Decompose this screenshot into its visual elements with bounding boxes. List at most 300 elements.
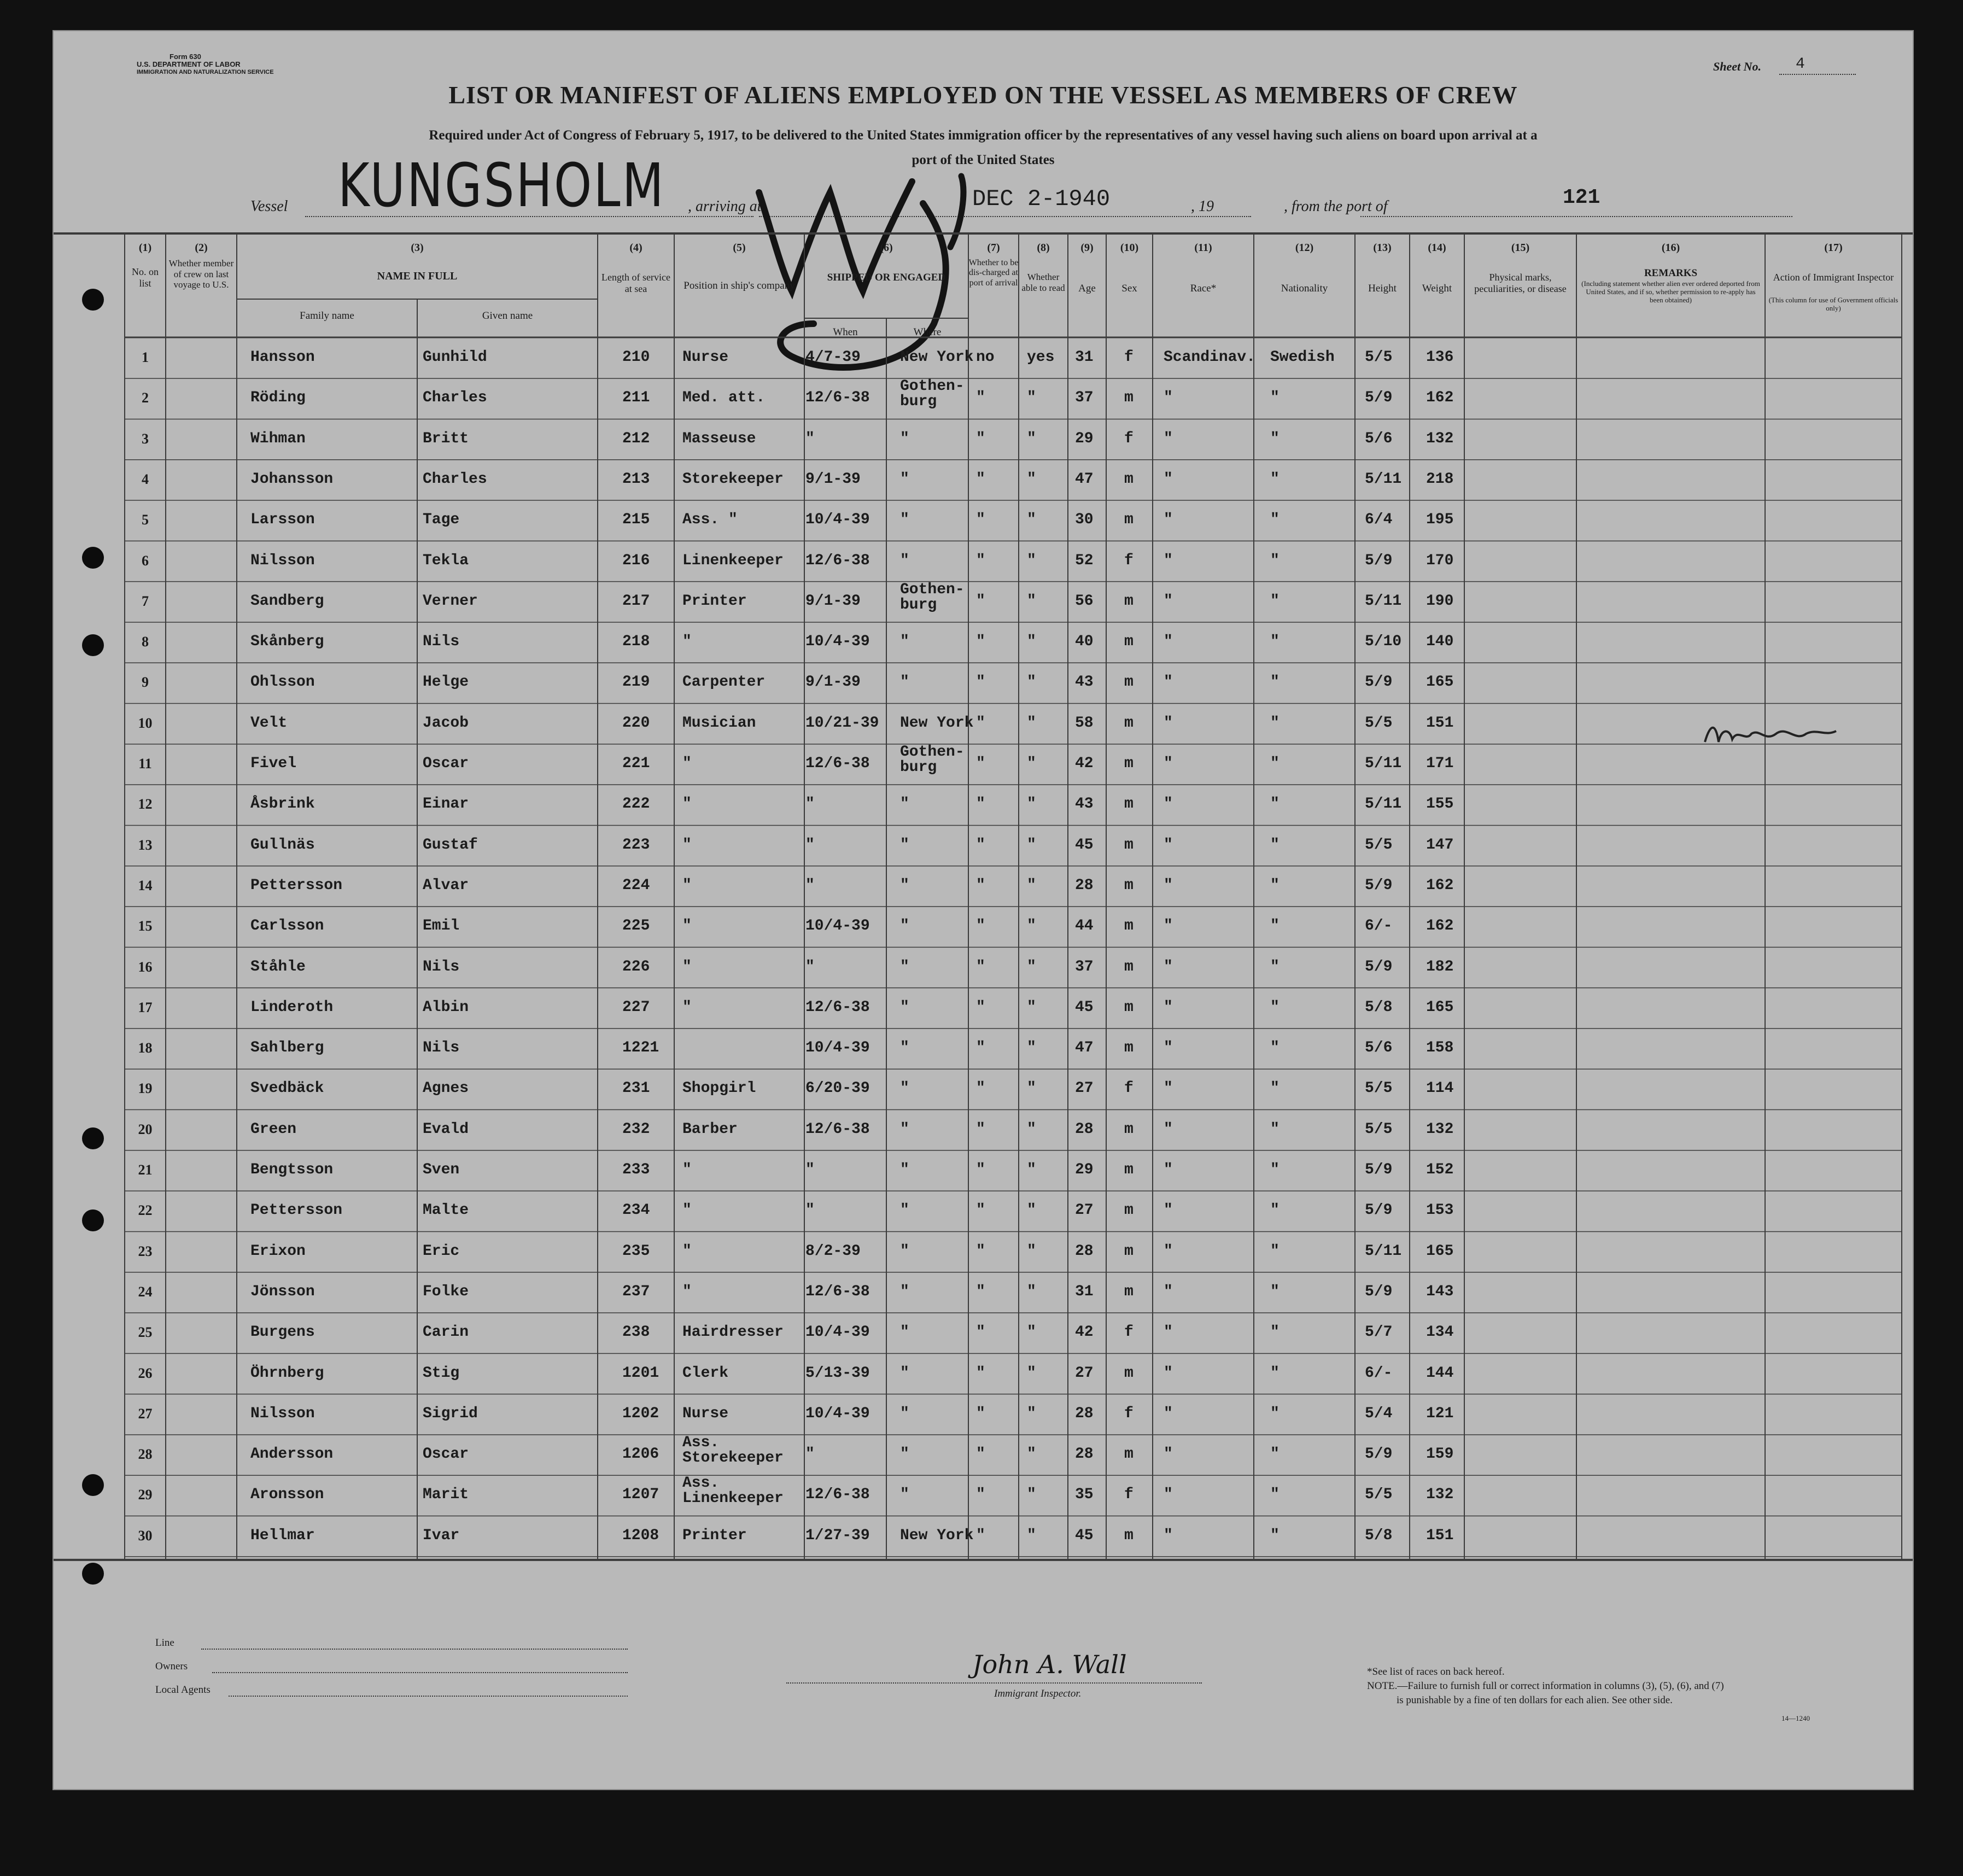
cell-height: 5/9 [1365, 389, 1393, 407]
cell-family: Velt [250, 714, 288, 732]
manifest-sheet [52, 30, 1914, 1790]
sheet-label: Sheet No. [1713, 60, 1761, 73]
cell-read: " [1027, 1364, 1036, 1382]
cell-family: Bengtsson [250, 1161, 334, 1178]
cell-read: " [1027, 633, 1036, 651]
cell-nationality: " [1270, 1120, 1280, 1138]
cell-height: 6/- [1365, 917, 1393, 935]
column-number: (4) [629, 242, 642, 254]
cell-where: " [900, 1324, 909, 1341]
cell-read: " [1027, 1080, 1036, 1097]
cell-sex: f [1124, 1486, 1134, 1504]
cell-discharged: " [976, 430, 985, 447]
cell-age: 47 [1075, 1039, 1094, 1057]
cell-read: " [1027, 389, 1036, 407]
cell-service: 221 [622, 755, 650, 772]
cell-discharged: " [976, 876, 985, 894]
cell-height: 5/10 [1365, 633, 1402, 651]
column-number: (10) [1120, 242, 1139, 254]
cell-discharged: " [976, 1242, 985, 1260]
cell-nationality: " [1270, 1080, 1280, 1097]
cell-given: Agnes [423, 1080, 469, 1097]
cell-sex: f [1124, 552, 1134, 569]
arriving-label: , arriving at [688, 198, 762, 215]
cell-sex: f [1124, 430, 1134, 447]
cell-given: Gunhild [423, 349, 487, 366]
cell-height: 5/6 [1365, 430, 1393, 447]
port-label: , from the port of [1284, 198, 1388, 215]
column-number: (2) [195, 242, 208, 254]
row-number: 6 [142, 552, 149, 569]
cell-where: " [900, 1283, 909, 1300]
punch-hole [82, 289, 104, 311]
cell-sex: m [1124, 1283, 1134, 1300]
cell-where: " [900, 1202, 909, 1219]
row-number: 18 [138, 1040, 153, 1056]
cell-discharged: " [976, 1446, 985, 1463]
cell-given: Verner [423, 592, 478, 610]
cell-position: Hairdresser [682, 1324, 784, 1341]
cell-given: Sven [423, 1161, 460, 1178]
penalty-note-1: NOTE.—Failure to furnish full or correct information in columns (3), (5), (6), and (7) [1367, 1680, 1724, 1692]
cell-age: 40 [1075, 633, 1094, 651]
cell-position: Barber [682, 1120, 738, 1138]
cell-nationality: " [1270, 389, 1280, 407]
cell-given: Nils [423, 958, 460, 975]
cell-race: " [1164, 714, 1173, 732]
cell-age: 27 [1075, 1364, 1094, 1382]
cell-height: 5/11 [1365, 796, 1402, 813]
cell-given: Marit [423, 1486, 469, 1504]
cell-given: Einar [423, 796, 469, 813]
cell-age: 28 [1075, 1242, 1094, 1260]
cell-service: 213 [622, 470, 650, 488]
cell-when: " [805, 1202, 815, 1219]
row-number: 2 [142, 390, 149, 406]
cell-where: " [900, 552, 909, 569]
department: U.S. DEPARTMENT OF LABOR [137, 60, 241, 69]
cell-position: Masseuse [682, 430, 756, 447]
cell-read: " [1027, 511, 1036, 529]
cell-given: Evald [423, 1120, 469, 1138]
cell-discharged: " [976, 1527, 985, 1544]
cell-when: 5/13-39 [805, 1364, 870, 1382]
cell-where: " [900, 674, 909, 691]
cell-discharged: " [976, 836, 985, 854]
cell-discharged: " [976, 755, 985, 772]
cell-race: " [1164, 511, 1173, 529]
row-number: 1 [142, 349, 149, 365]
cell-weight: 195 [1426, 511, 1454, 529]
cell-position: Storekeeper [682, 470, 784, 488]
cell-family: Åsbrink [250, 796, 315, 813]
cell-family: Aronsson [250, 1486, 324, 1504]
cell-family: Erixon [250, 1242, 306, 1260]
cell-family: Öhrnberg [250, 1364, 324, 1382]
cell-age: 28 [1075, 1405, 1094, 1422]
cell-discharged: " [976, 552, 985, 569]
cell-family: Röding [250, 389, 306, 407]
row-number: 30 [138, 1527, 153, 1544]
cell-when: 9/1-39 [805, 592, 861, 610]
cell-race: " [1164, 592, 1173, 610]
cell-race: " [1164, 389, 1173, 407]
cell-read: " [1027, 1283, 1036, 1300]
cell-when: " [805, 876, 815, 894]
cell-weight: 152 [1426, 1161, 1454, 1178]
cell-age: 35 [1075, 1486, 1094, 1504]
cell-given: Sigrid [423, 1405, 478, 1422]
cell-nationality: " [1270, 958, 1280, 975]
cell-where: " [900, 1364, 909, 1382]
cell-sex: m [1124, 714, 1134, 732]
arrival-date: DEC 2-1940 [972, 186, 1111, 212]
cell-when: 10/4-39 [805, 1324, 870, 1341]
owners-label: Owners [155, 1661, 188, 1672]
column-number: (17) [1824, 242, 1843, 254]
cell-height: 5/9 [1365, 1283, 1393, 1300]
cell-where: " [900, 1039, 909, 1057]
cell-when: 12/6-38 [805, 1486, 870, 1504]
row-number: 14 [138, 877, 153, 893]
cell-sex: m [1124, 958, 1134, 975]
cell-weight: 140 [1426, 633, 1454, 651]
row-number: 8 [142, 634, 149, 650]
agents-label: Local Agents [155, 1684, 211, 1696]
cell-family: Hellmar [250, 1527, 315, 1544]
cell-discharged: " [976, 1202, 985, 1219]
cell-family: Jönsson [250, 1283, 315, 1300]
punch-hole [82, 1563, 104, 1585]
cell-position: Printer [682, 592, 747, 610]
cell-service: 1202 [622, 1405, 659, 1422]
cell-when: " [805, 958, 815, 975]
row-number: 3 [142, 430, 149, 447]
cell-where: " [900, 1161, 909, 1178]
row-number: 24 [138, 1283, 153, 1300]
cell-nationality: " [1270, 1242, 1280, 1260]
header-position: Position in ship's company [683, 280, 795, 291]
cell-height: 5/9 [1365, 1446, 1393, 1463]
cell-nationality: Swedish [1270, 349, 1335, 366]
cell-sex: m [1124, 998, 1134, 1016]
cell-read: " [1027, 1161, 1036, 1178]
cell-race: " [1164, 917, 1173, 935]
cell-age: 37 [1075, 389, 1094, 407]
cell-position: Ass. Storekeeper [682, 1434, 784, 1467]
column-number: (8) [1037, 242, 1050, 254]
cell-when: 10/4-39 [805, 1039, 870, 1057]
header-inspector-note: (This column for use of Government officials only) [1768, 296, 1898, 312]
cell-race: " [1164, 1364, 1173, 1382]
row-number: 28 [138, 1446, 153, 1463]
cell-nationality: " [1270, 1324, 1280, 1341]
cell-read: " [1027, 836, 1036, 854]
cell-nationality: " [1270, 430, 1280, 447]
header-name-in-full: NAME IN FULL [377, 270, 458, 282]
cell-discharged: " [976, 470, 985, 488]
cell-given: Nils [423, 1039, 460, 1057]
cell-given: Stig [423, 1364, 460, 1382]
cell-height: 5/9 [1365, 958, 1393, 975]
cell-position: " [682, 917, 692, 935]
cell-position: Ass. Linenkeeper [682, 1475, 784, 1507]
cell-position: " [682, 836, 692, 854]
cell-position: " [682, 755, 692, 772]
column-number: (12) [1295, 242, 1314, 254]
cell-given: Gustaf [423, 836, 478, 854]
agents-field [229, 1696, 628, 1697]
cell-height: 5/11 [1365, 470, 1402, 488]
subtitle-line-1: Required under Act of Congress of February 5, 1917, to be delivered to the United States immigration officer by the representatives of any vessel having such aliens on board upon arrival at a [429, 128, 1538, 143]
cell-service: 224 [622, 876, 650, 894]
cell-where: New York [900, 1527, 974, 1544]
cell-service: 1221 [622, 1039, 659, 1057]
cell-height: 5/6 [1365, 1039, 1393, 1057]
header-family-name: Family name [300, 310, 354, 322]
column-number: (16) [1661, 242, 1680, 254]
cell-discharged: " [976, 511, 985, 529]
cell-race: Scandinav. [1164, 349, 1256, 366]
cell-weight: 132 [1426, 430, 1454, 447]
row-number: 11 [138, 756, 152, 772]
cell-read: " [1027, 714, 1036, 732]
cell-nationality: " [1270, 714, 1280, 732]
cell-position: " [682, 1202, 692, 1219]
cell-race: " [1164, 1161, 1173, 1178]
cell-weight: 162 [1426, 876, 1454, 894]
cell-when: 10/4-39 [805, 633, 870, 651]
cell-race: " [1164, 1080, 1173, 1097]
header-able-to-read: Whether able to read [1021, 272, 1065, 293]
cell-discharged: " [976, 714, 985, 732]
cell-where: " [900, 1080, 909, 1097]
cell-service: 233 [622, 1161, 650, 1178]
cell-read: " [1027, 552, 1036, 569]
cell-family: Green [250, 1120, 297, 1138]
cell-age: 29 [1075, 430, 1094, 447]
cell-sex: m [1124, 1039, 1134, 1057]
row-number: 23 [138, 1243, 153, 1259]
cell-sex: f [1124, 1324, 1134, 1341]
row-number: 10 [138, 715, 153, 731]
cell-where: " [900, 1242, 909, 1260]
cell-weight: 165 [1426, 674, 1454, 691]
cell-when: " [805, 430, 815, 447]
cell-height: 5/9 [1365, 876, 1393, 894]
cell-weight: 144 [1426, 1364, 1454, 1382]
cell-where: Gothen- burg [900, 378, 965, 411]
cell-nationality: " [1270, 1486, 1280, 1504]
column-number: (11) [1194, 242, 1212, 254]
cell-race: " [1164, 1120, 1173, 1138]
cell-given: Emil [423, 917, 460, 935]
cell-race: " [1164, 1405, 1173, 1422]
print-code: 14—1240 [1781, 1714, 1810, 1722]
cell-family: Nilsson [250, 552, 315, 569]
cell-service: 1206 [622, 1446, 659, 1463]
cell-service: 217 [622, 592, 650, 610]
cell-sex: m [1124, 755, 1134, 772]
cell-sex: m [1124, 633, 1134, 651]
cell-service: 1208 [622, 1527, 659, 1544]
cell-position: " [682, 1283, 692, 1300]
cell-sex: m [1124, 917, 1134, 935]
cell-given: Oscar [423, 1446, 469, 1463]
cell-discharged: " [976, 592, 985, 610]
header-remarks-note: (Including statement whether alien ever ordered deported from United States, and if so, whether permission to re-apply has been obtained) [1581, 279, 1760, 304]
cell-read: " [1027, 796, 1036, 813]
cell-read: " [1027, 876, 1036, 894]
cell-age: 43 [1075, 796, 1094, 813]
cell-read: " [1027, 958, 1036, 975]
vessel-name: KUNGSHOLM [338, 150, 665, 220]
cell-service: 231 [622, 1080, 650, 1097]
cell-family: Ohlsson [250, 674, 315, 691]
cell-read: " [1027, 917, 1036, 935]
signature-line [786, 1682, 1202, 1684]
cell-when: 10/4-39 [805, 1405, 870, 1422]
cell-read: " [1027, 755, 1036, 772]
header-shipped-engaged: SHIPPED OR ENGAGED [827, 272, 946, 283]
cell-where: " [900, 836, 909, 854]
cell-family: Gullnäs [250, 836, 315, 854]
cell-sex: m [1124, 1446, 1134, 1463]
cell-where: " [900, 998, 909, 1016]
row-number: 26 [138, 1365, 153, 1381]
cell-discharged: " [976, 1039, 985, 1057]
cell-read: " [1027, 1202, 1036, 1219]
cell-age: 31 [1075, 349, 1094, 366]
cell-nationality: " [1270, 511, 1280, 529]
cell-where: New York [900, 349, 974, 366]
header-physical-marks: Physical marks, peculiarities, or disease [1474, 272, 1567, 294]
cell-when: 9/1-39 [805, 674, 861, 691]
cell-position: Ass. " [682, 511, 738, 529]
cell-when: 4/7-39 [805, 349, 861, 366]
cell-read: " [1027, 674, 1036, 691]
cell-read: " [1027, 1324, 1036, 1341]
cell-nationality: " [1270, 552, 1280, 569]
cell-sex: f [1124, 1405, 1134, 1422]
cell-weight: 171 [1426, 755, 1454, 772]
cell-sex: m [1124, 1527, 1134, 1544]
cell-given: Britt [423, 430, 469, 447]
column-number: (6) [880, 242, 893, 254]
cell-sex: m [1124, 876, 1134, 894]
cell-height: 6/4 [1365, 511, 1393, 529]
cell-when: 12/6-38 [805, 1120, 870, 1138]
cell-when: 1/27-39 [805, 1527, 870, 1544]
cell-where: " [900, 633, 909, 651]
cell-sex: m [1124, 836, 1134, 854]
cell-service: 219 [622, 674, 650, 691]
cell-family: Pettersson [250, 1202, 343, 1219]
cell-given: Oscar [423, 755, 469, 772]
cell-nationality: " [1270, 917, 1280, 935]
line-label: Line [155, 1637, 174, 1649]
cell-service: 232 [622, 1120, 650, 1138]
cell-height: 5/11 [1365, 592, 1402, 610]
cell-race: " [1164, 836, 1173, 854]
cell-position: " [682, 958, 692, 975]
cell-sex: f [1124, 349, 1134, 366]
header-no-on-list: No. on list [132, 266, 159, 289]
cell-weight: 182 [1426, 958, 1454, 975]
cell-age: 56 [1075, 592, 1094, 610]
cell-when: 9/1-39 [805, 470, 861, 488]
cell-read: " [1027, 1446, 1036, 1463]
cell-height: 5/5 [1365, 349, 1393, 366]
cell-height: 5/5 [1365, 1080, 1393, 1097]
cell-when: 10/4-39 [805, 511, 870, 529]
cell-sex: m [1124, 470, 1134, 488]
cell-when: 8/2-39 [805, 1242, 861, 1260]
column-number: (5) [733, 242, 746, 254]
cell-service: 210 [622, 349, 650, 366]
cell-discharged: no [976, 349, 995, 366]
cell-service: 212 [622, 430, 650, 447]
cell-family: Pettersson [250, 876, 343, 894]
cell-position: " [682, 633, 692, 651]
cell-weight: 132 [1426, 1486, 1454, 1504]
cell-given: Tekla [423, 552, 469, 569]
header-given-name: Given name [482, 310, 533, 322]
cell-nationality: " [1270, 755, 1280, 772]
cell-weight: 155 [1426, 796, 1454, 813]
cell-race: " [1164, 1486, 1173, 1504]
cell-position: " [682, 796, 692, 813]
cell-weight: 190 [1426, 592, 1454, 610]
column-number: (1) [138, 242, 152, 254]
cell-position: Nurse [682, 1405, 729, 1422]
cell-service: 225 [622, 917, 650, 935]
cell-age: 28 [1075, 1120, 1094, 1138]
cell-where: " [900, 430, 909, 447]
cell-age: 47 [1075, 470, 1094, 488]
row-number: 13 [138, 837, 153, 853]
punch-hole [82, 547, 104, 569]
cell-given: Jacob [423, 714, 469, 732]
cell-service: 227 [622, 998, 650, 1016]
cell-weight: 153 [1426, 1202, 1454, 1219]
races-note: *See list of races on back hereof. [1367, 1666, 1505, 1678]
subtitle-line-2: port of the United States [912, 153, 1055, 167]
cell-weight: 162 [1426, 389, 1454, 407]
header-height: Height [1368, 283, 1397, 294]
cell-where: " [900, 876, 909, 894]
header-where: Where [913, 326, 942, 338]
vessel-label: Vessel [250, 198, 288, 215]
cell-age: 43 [1075, 674, 1094, 691]
year-label: , 19 [1191, 198, 1214, 215]
column-number: (14) [1428, 242, 1446, 254]
cell-where: " [900, 1405, 909, 1422]
cell-weight: 121 [1426, 1405, 1454, 1422]
cell-age: 44 [1075, 917, 1094, 935]
cell-nationality: " [1270, 470, 1280, 488]
cell-given: Alvar [423, 876, 469, 894]
cell-age: 52 [1075, 552, 1094, 569]
cell-nationality: " [1270, 1405, 1280, 1422]
cell-position: " [682, 998, 692, 1016]
cell-service: 220 [622, 714, 650, 732]
cell-service: 223 [622, 836, 650, 854]
cell-read: " [1027, 998, 1036, 1016]
cell-given: Folke [423, 1283, 469, 1300]
inspector-signature: John A. Wall [972, 1650, 1127, 1679]
cell-height: 5/5 [1365, 714, 1393, 732]
